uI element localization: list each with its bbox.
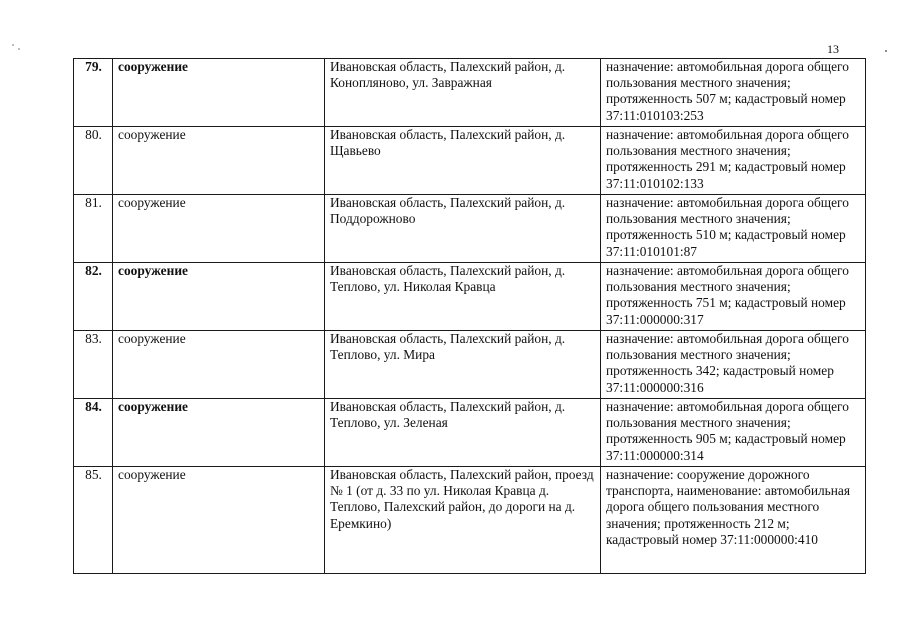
object-description: назначение: сооружение дорожного транспорта, наименование: автомобильная дорога общего пользования местного значения; протяженность 212 м; кадастровый номер 37:11:000000:410 <box>601 467 866 574</box>
row-number: 83. <box>74 331 113 399</box>
object-type: сооружение <box>113 399 325 467</box>
object-address: Ивановская область, Палехский район, проезд № 1 (от д. 33 по ул. Николая Кравца д. Теплово, Палехский район, до дороги на д. Еремкино) <box>325 467 601 574</box>
object-type: сооружение <box>113 195 325 263</box>
object-description: назначение: автомобильная дорога общего пользования местного значения; протяженность 507 м; кадастровый номер 37:11:010103:253 <box>601 59 866 127</box>
object-address: Ивановская область, Палехский район, д. Щавьево <box>325 127 601 195</box>
object-type: сооружение <box>113 331 325 399</box>
row-number: 84. <box>74 399 113 467</box>
object-address: Ивановская область, Палехский район, д. Конопляново, ул. Завражная <box>325 59 601 127</box>
row-number: 82. <box>74 263 113 331</box>
scan-speck <box>12 44 14 46</box>
object-type: сооружение <box>113 263 325 331</box>
object-address: Ивановская область, Палехский район, д. Поддорожново <box>325 195 601 263</box>
table-row <box>74 195 866 263</box>
table-row <box>74 263 866 331</box>
row-number: 81. <box>74 195 113 263</box>
row-number: 80. <box>74 127 113 195</box>
object-type: сооружение <box>113 127 325 195</box>
table-row <box>74 331 866 399</box>
object-description: назначение: автомобильная дорога общего пользования местного значения; протяженность 291 м; кадастровый номер 37:11:010102:133 <box>601 127 866 195</box>
object-description: назначение: автомобильная дорога общего пользования местного значения; протяженность 905 м; кадастровый номер 37:11:000000:314 <box>601 399 866 467</box>
object-description: назначение: автомобильная дорога общего пользования местного значения; протяженность 510 м; кадастровый номер 37:11:010101:87 <box>601 195 866 263</box>
row-number: 79. <box>74 59 113 127</box>
object-type: сооружение <box>113 59 325 127</box>
object-address: Ивановская область, Палехский район, д. Теплово, ул. Мира <box>325 331 601 399</box>
table-row <box>74 127 866 195</box>
property-register-table <box>73 58 866 574</box>
table-row <box>74 59 866 127</box>
object-description: назначение: автомобильная дорога общего пользования местного значения; протяженность 342; кадастровый номер 37:11:000000:316 <box>601 331 866 399</box>
scan-speck <box>885 50 887 52</box>
object-type: сооружение <box>113 467 325 574</box>
page-number: 13 <box>827 42 839 56</box>
object-address: Ивановская область, Палехский район, д. Теплово, ул. Николая Кравца <box>325 263 601 331</box>
object-address: Ивановская область, Палехский район, д. Теплово, ул. Зеленая <box>325 399 601 467</box>
table-row <box>74 399 866 467</box>
scan-speck <box>18 48 20 50</box>
table-row <box>74 467 866 574</box>
row-number: 85. <box>74 467 113 574</box>
object-description: назначение: автомобильная дорога общего пользования местного значения; протяженность 751 м; кадастровый номер 37:11:000000:317 <box>601 263 866 331</box>
